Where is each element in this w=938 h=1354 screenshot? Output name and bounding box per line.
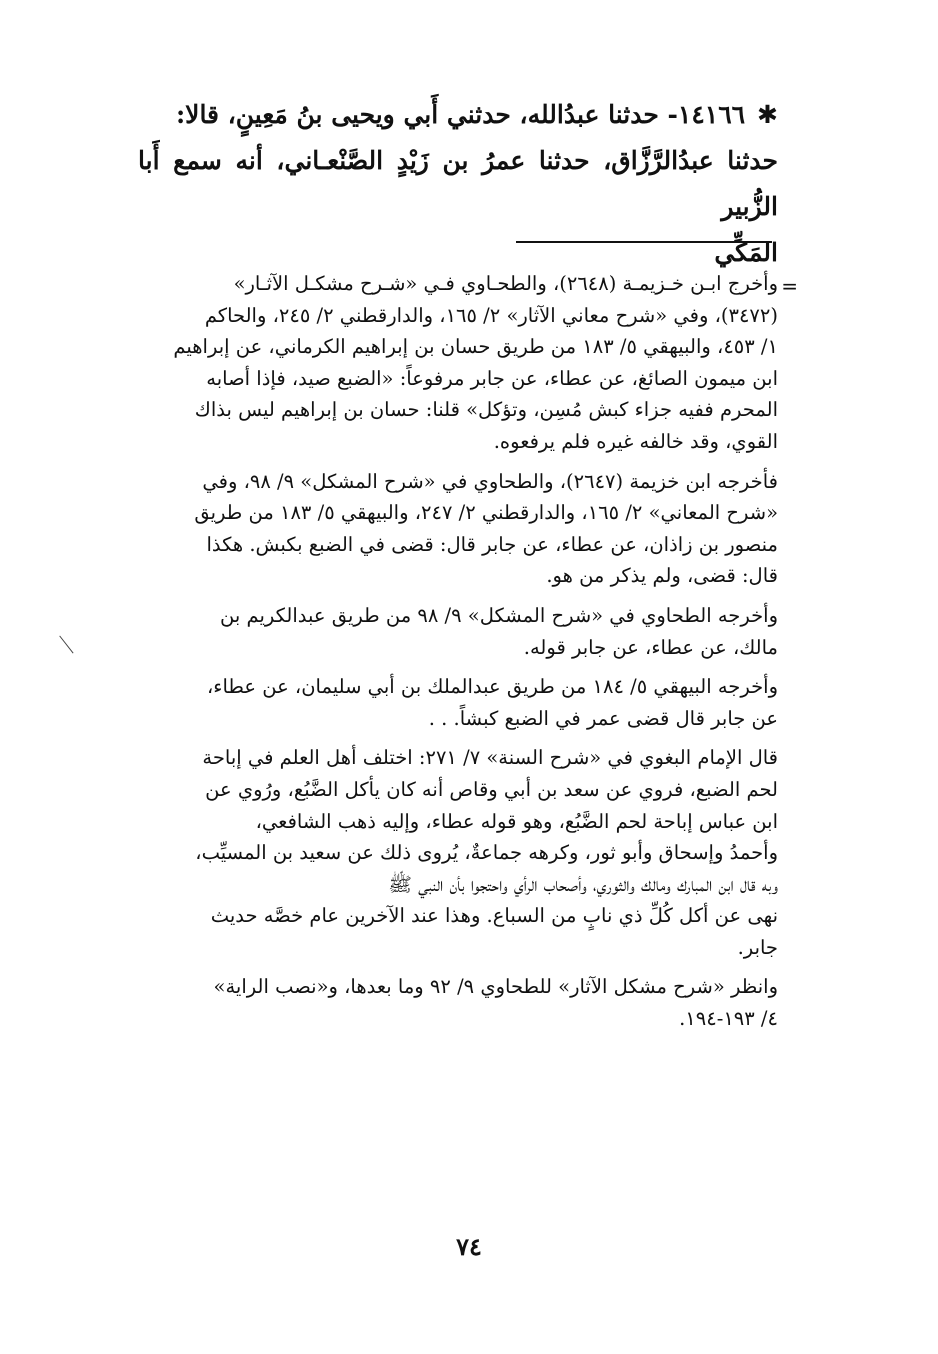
- footnote-line: وأخرج ابـن خـزيمـة (٢٦٤٨)، والطحـاوي فـي «شـرح مشكـل الآثـار»: [233, 272, 778, 295]
- footnote-paragraph: [78, 742, 778, 963]
- footnote-paragraph: [78, 671, 778, 734]
- footnote-paragraph: [78, 466, 778, 592]
- hadith-main-text: [138, 92, 778, 276]
- footnote-line: ٤/ ١٩٣-١٩٤.: [679, 1007, 778, 1031]
- footnote-paragraph: [78, 600, 778, 663]
- footnote-line: وأحمدُ وإسحاق وأبو ثور، وكرهه جماعةٌ، يُروى ذلك عن سعيد بن المسيِّب،: [195, 841, 778, 865]
- continuation-mark: =: [781, 274, 798, 298]
- footnote-line: المحرم ففيه جزاء كبش مُسِن، وتؤكل» قلنا: حسان بن إبراهيم ليس بذاك: [194, 398, 778, 422]
- footnote-line: ابن عباس إباحة لحم الضَّبُع، وهو قوله عطاء، وإليه ذهب الشافعي،: [255, 809, 778, 833]
- footnote-line: وأخرجه البيهقي ٥/ ١٨٤ من طريق عبدالملك بن أبي سليمان، عن عطاء،: [207, 675, 778, 699]
- footnote-paragraph: [78, 971, 778, 1034]
- hadith-line: حدثنا عبدُالرَّزَّاق، حدثنا عمرُ بن زَيْدٍ الصَّنْعـاني، أنه سمع أَبا الزُّبير: [138, 146, 778, 221]
- footnote-line: لحم الضبع، فروي عن سعد بن أبي وقاص أنه كان يأكل الضَّبُع، ورُوي عن: [205, 777, 778, 801]
- hadith-line: ✱١٤١٦٦- حدثنا عبدُالله، حدثني أَبي ويحيى بنُ مَعِينٍ، قالا:: [175, 100, 778, 129]
- footnote-line: ابن ميمون الصائغ، عن عطاء، عن جابر مرفوعاً: «الضبع صيد، فإذا أصابه: [206, 366, 778, 390]
- footnote-line: عن جابر قال قضى عمر في الضبع كبشاً. . .: [428, 706, 778, 730]
- footnote-line: القوي، وقد خالفه غيره فلم يرفعوه.: [493, 429, 778, 453]
- footnote-line: وانظر «شرح مشكل الآثار» للطحاوي ٩/ ٩٢ وما بعدها، و«نصب الراية»: [213, 975, 778, 999]
- footnote-line: جابر.: [737, 935, 778, 959]
- footnotes: [78, 268, 778, 1043]
- hadith-line: المَكِّي: [714, 238, 778, 267]
- footnote-line: نهى عن أكل كُلِّ ذي نابٍ من السباع. وهذا عند الآخرين عام خصَّه حديث: [210, 904, 778, 928]
- footnote-line: مالك، عن عطاء، عن جابر قوله.: [523, 635, 778, 659]
- footnote-line: قال: قضى، ولم يذكر من هو.: [546, 564, 778, 588]
- footnote-line: وبه قال ابن المبارك ومالك والثوري، وأصحاب الرأي واحتجوا بأن النبي ﷺ: [388, 872, 778, 896]
- page-number: ٧٤: [456, 1232, 482, 1261]
- footnote-line: فأخرجه ابن خزيمة (٢٦٤٧)، والطحاوي في «شرح المشكل» ٩/ ٩٨، وفي: [202, 469, 778, 493]
- footnote-line: ١/ ٤٥٣، والبيهقي ٥/ ١٨٣ من طريق حسان بن إبراهيم الكرماني، عن إبراهيم: [173, 335, 778, 359]
- footnote-line: (٣٤٧٢)، وفي «شرح معاني الآثار» ٢/ ١٦٥، والدارقطني ٢/ ٢٤٥، والحاكم: [204, 303, 778, 327]
- footnote-line: منصور بن زاذان، عن عطاء، عن جابر قال: قضى في الضبع بكبش. هكذا: [206, 532, 778, 556]
- footnote-line: «شرح المعاني» ٢/ ١٦٥، والدارقطني ٢/ ٢٤٧، والبيهقي ٥/ ١٨٣ من طريق: [194, 501, 778, 525]
- footnote-line: قال الإمام البغوي في «شرح السنة» ٧/ ٢٧١: اختلف أهل العلم في إباحة: [202, 746, 778, 770]
- footnote-separator: [516, 241, 772, 243]
- footnote-paragraph: [78, 268, 778, 458]
- footnote-line: وأخرجه الطحاوي في «شرح المشكل» ٩/ ٩٨ من طريق عبدالكريم بن: [220, 603, 778, 627]
- star-icon: ✱: [757, 100, 778, 129]
